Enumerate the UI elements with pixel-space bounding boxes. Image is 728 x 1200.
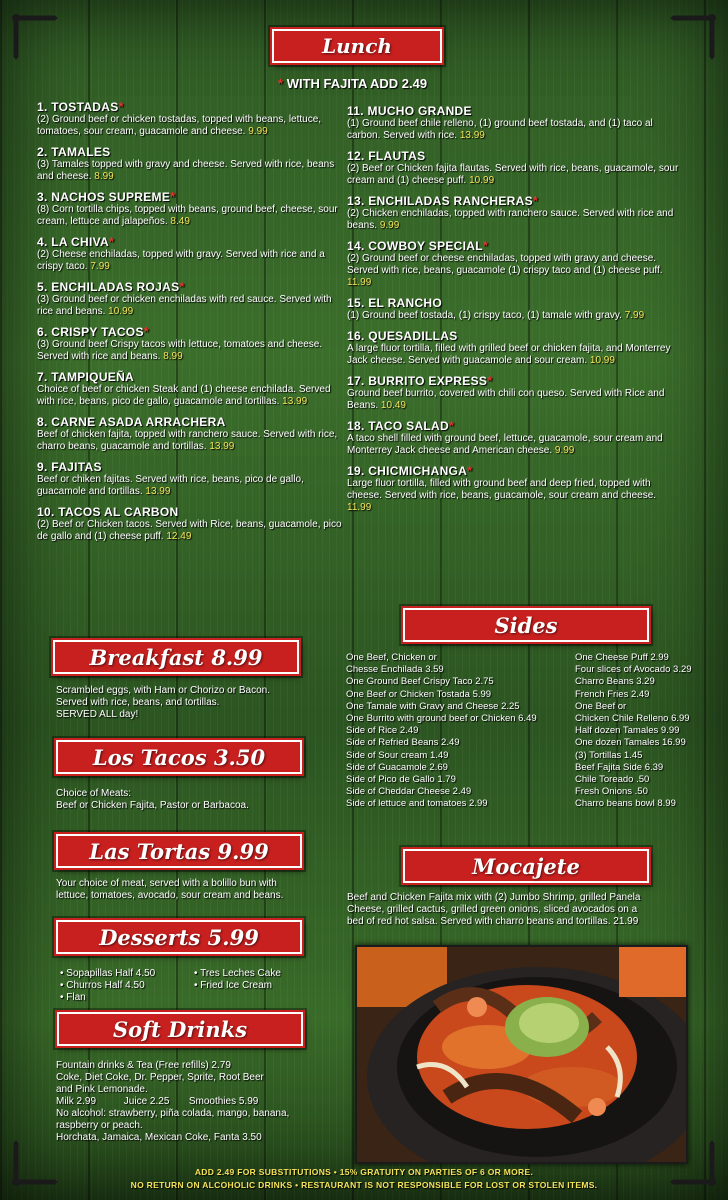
dessert-item: • Churros Half 4.50	[60, 980, 145, 991]
menu-item-name-text: 3. NACHOS SUPREME	[37, 190, 171, 204]
menu-item-description	[347, 388, 682, 412]
menu-item-price: 7.99	[624, 310, 645, 321]
menu-item-price: 10.99	[108, 306, 134, 317]
footer-line-1: ADD 2.49 FOR SUBSTITUTIONS • 15% GRATUITY ON PARTIES OF 6 OR MORE.	[194, 1167, 534, 1177]
menu-item-name	[37, 280, 342, 294]
drinks-line: raspberry or peach.	[56, 1120, 143, 1131]
lunch-banner	[272, 29, 442, 63]
menu-item-name-text: 18. TACO SALAD	[347, 419, 449, 433]
menu-item-name	[347, 296, 682, 310]
side-item: French Fries 2.49	[575, 688, 650, 700]
menu-item-description	[37, 249, 342, 273]
menu-item-name	[37, 190, 342, 204]
menu-item-description-text: A taco shell filled with ground beef, lettuce, guacamole, sour cream and Monterrey Jack cheese and American cheese.	[347, 433, 663, 456]
menu-item-price: 11.99	[347, 502, 372, 513]
star-icon: *	[143, 324, 150, 339]
dessert-item: • Fried Ice Cream	[194, 980, 272, 991]
menu-item-description-text: (8) Corn tortilla chips, topped with beans, ground beef, cheese, sour cream, lettuce and jalapeños.	[37, 204, 338, 227]
menu-item	[37, 370, 342, 408]
menu-item-name	[37, 460, 342, 474]
tortas-banner	[56, 834, 302, 868]
menu-item-price: 9.99	[248, 126, 268, 137]
menu-item-name	[347, 149, 682, 163]
corner-ornament-top-right-icon	[670, 14, 716, 60]
menu-item	[347, 296, 682, 322]
menu-item-price: 8.49	[170, 216, 190, 227]
menu-item-name-text: 1. TOSTADAS	[37, 100, 119, 114]
menu-item-name-text: 2. TAMALES	[37, 145, 111, 159]
molcajete-line: Beef and Chicken Fajita mix with (2) Jumbo Shrimp, grilled Panela	[347, 892, 641, 903]
menu-item-description-text: Ground beef burrito, covered with chili con queso. Served with Rice and Beans.	[347, 388, 665, 411]
side-item: Charro beans bowl 8.99	[575, 798, 676, 810]
footer-line-2: NO RETURN ON ALCOHOLIC DRINKS • RESTAURANT IS NOT RESPONSIBLE FOR LOST OR STOLEN ITEMS.	[130, 1180, 598, 1190]
menu-item-name	[37, 505, 342, 519]
side-item: Four slices of Avocado 3.29	[575, 664, 692, 676]
menu-item-description	[347, 310, 682, 322]
menu-item-name	[37, 235, 342, 249]
menu-item-price: 11.99	[347, 277, 372, 288]
menu-item-name-text: 5. ENCHILADAS ROJAS	[37, 280, 180, 294]
menu-item-name	[347, 464, 682, 478]
sides-title: Sides	[494, 612, 558, 638]
drinks-line: Coke, Diet Coke, Dr. Pepper, Sprite, Root Beer	[56, 1072, 264, 1083]
menu-item-description	[37, 339, 342, 363]
side-item: One Ground Beef Crispy Taco 2.75	[346, 676, 494, 688]
menu-item	[347, 149, 682, 187]
star-icon: *	[467, 463, 473, 478]
side-item: One Burrito with ground beef or Chicken 6.49	[346, 713, 537, 725]
menu-item-price: 12.49	[166, 531, 192, 542]
drinks-line: Fountain drinks & Tea (Free refills) 2.79	[56, 1060, 231, 1071]
menu-item-name-text: 14. COWBOY SPECIAL	[347, 239, 483, 253]
menu-item-price: 7.99	[90, 261, 110, 272]
menu-item-description-text: Large fluor tortilla, filled with ground beef and deep fried, topped with cheese. Served with rice, beans, guacamole, sour cream and cheese.	[347, 478, 657, 501]
menu-item-name-text: 10. TACOS AL CARBON	[37, 505, 179, 519]
menu-item-name-text: 9. FAJITAS	[37, 460, 102, 474]
menu-item-description-text: (1) Ground beef chile relleno, (1) ground beef tostada, and (1) taco al carbon. Served with rice.	[347, 118, 653, 141]
menu-item-name	[37, 325, 342, 339]
tortas-line: Your choice of meat, served with a bolillo bun with	[56, 878, 277, 889]
lunch-title: Lunch	[322, 34, 392, 58]
star-icon: *	[118, 99, 124, 114]
menu-item-description-text: (2) Ground beef or chicken tostadas, topped with beans, lettuce, tomatoes, sour cream, guacamole and cheese.	[37, 114, 322, 137]
menu-item-description-text: (2) Beef or Chicken tacos. Served with Rice, beans, guacamole, pico de gallo and (1) cheese puff.	[37, 519, 342, 542]
menu-item-price: 8.99	[94, 171, 114, 182]
menu-item-price: 9.99	[554, 445, 575, 456]
menu-item	[37, 235, 342, 273]
menu-item-name-text: 8. CARNE ASADA ARRACHERA	[37, 415, 226, 429]
menu-item-name	[347, 374, 682, 388]
menu-item-description	[37, 519, 342, 543]
menu-item	[37, 325, 342, 363]
corner-ornament-top-left-icon	[12, 14, 58, 60]
dessert-item: • Tres Leches Cake	[194, 968, 281, 979]
menu-item-description-text: (3) Tamales topped with gravy and cheese. Served with rice, beans and cheese.	[37, 159, 335, 182]
menu-item-name	[37, 145, 342, 159]
star-icon: *	[449, 418, 455, 433]
side-item: Fresh Onions .50	[575, 786, 648, 798]
menu-item-name	[37, 415, 342, 429]
side-item: Side of Refried Beans 2.49	[346, 737, 460, 749]
menu-item	[37, 505, 342, 543]
menu-item-name-text: 19. CHICMICHANGA	[347, 464, 468, 478]
drinks-title: Soft Drinks	[112, 1016, 248, 1042]
side-item: One dozen Tamales 16.99	[575, 737, 686, 749]
breakfast-line: Scrambled eggs, with Ham or Chorizo or Bacon.	[56, 685, 270, 696]
menu-item-description	[37, 474, 342, 498]
tacos-banner	[56, 740, 302, 774]
menu-item	[347, 374, 682, 412]
menu-item-name	[347, 104, 682, 118]
menu-item-description	[347, 163, 682, 187]
menu-item-price: 13.99	[459, 130, 485, 141]
tortas-title: Las Tortas 9.99	[89, 838, 269, 864]
menu-item-description-text: (3) Ground beef or chicken enchiladas with red sauce. Served with rice and beans.	[37, 294, 332, 317]
menu-item-name	[347, 329, 682, 343]
menu-item-description-text: (1) Ground beef tostada, (1) crispy taco, (1) tamale with gravy.	[347, 310, 622, 321]
menu-item-description-text: Choice of beef or chicken Steak and (1) cheese enchilada. Served with rice, beans, pico de gallo, guacamole and tortillas.	[37, 384, 331, 407]
molcajete-description	[347, 892, 692, 928]
tacos-line: Beef or Chicken Fajita, Pastor or Barbacoa.	[56, 800, 249, 811]
menu-item-description-text: A large fluor tortilla, filled with grilled beef or chicken fajita, and Monterrey Jack cheese. Served with guacamole and sour cream.	[347, 343, 671, 366]
desserts-title: Desserts 5.99	[99, 924, 259, 950]
menu-item-name	[347, 239, 682, 253]
menu-item-price: 13.99	[282, 396, 308, 407]
menu-item-description-text: (2) Beef or Chicken fajita flautas. Served with rice, beans, guacamole, sour cream and (1) cheese puff.	[347, 163, 679, 186]
lunch-right-column	[347, 104, 682, 521]
breakfast-line: SERVED ALL day!	[56, 709, 139, 720]
side-item: Side of Guacamole 2.69	[346, 761, 448, 773]
molcajete-line: Cheese, grilled cactus, grilled green onions, sliced avocados on a	[347, 904, 638, 915]
star-icon: *	[179, 279, 185, 294]
drinks-line: Milk 2.99 Juice 2.25 Smoothies 5.99	[56, 1096, 259, 1107]
side-item: One Beef, Chicken or	[346, 652, 437, 663]
side-item: Beef Fajita Side 6.39	[575, 761, 664, 773]
menu-item-description	[347, 478, 682, 514]
menu-item-name	[347, 419, 682, 433]
molcajete-photo	[355, 945, 688, 1164]
desserts-list-left	[60, 968, 200, 1004]
side-item: Side of Rice 2.49	[346, 725, 419, 737]
star-icon: *	[487, 373, 493, 388]
side-item: Chile Toreado .50	[575, 774, 650, 786]
menu-item-name-text: 16. QUESADILLAS	[347, 329, 458, 343]
side-item: One Tamale with Gravy and Cheese 2.25	[346, 700, 520, 712]
menu-item	[347, 464, 682, 514]
menu-item-price: 13.99	[145, 486, 171, 497]
sides-banner	[403, 608, 649, 642]
desserts-banner	[56, 920, 302, 954]
drinks-line: No alcohol: strawberry, piña colada, mango, banana,	[56, 1108, 290, 1119]
tacos-title: Los Tacos 3.50	[92, 744, 266, 770]
menu-item	[347, 419, 682, 457]
side-item: Side of Cheddar Cheese 2.49	[346, 786, 472, 798]
menu-item-description	[347, 253, 682, 289]
desserts-list-right	[194, 968, 334, 992]
breakfast-banner	[53, 640, 299, 674]
menu-item	[37, 190, 342, 228]
menu-item-price: 8.99	[163, 351, 183, 362]
molcajete-title: Mocajete	[472, 853, 580, 879]
menu-item	[347, 104, 682, 142]
side-item: One Cheese Puff 2.99	[575, 652, 669, 663]
breakfast-line: Served with rice, beans, and tortillas.	[56, 697, 220, 708]
menu-item-description	[37, 159, 342, 183]
menu-item-description-text: (3) Ground beef Crispy tacos with lettuce, tomatoes and cheese. Served with rice and beans.	[37, 339, 323, 362]
menu-item-price: 10.99	[469, 175, 495, 186]
menu-item-price: 10.49	[380, 400, 406, 411]
menu-item-description-text: (2) Cheese enchiladas, topped with gravy. Served with rice and a crispy taco.	[37, 249, 325, 272]
menu-item-price: 9.99	[379, 220, 400, 231]
menu-item-name-text: 12. FLAUTAS	[347, 149, 426, 163]
side-item: Chesse Enchilada 3.59	[346, 664, 444, 676]
menu-item-name	[347, 194, 682, 208]
star-icon: *	[170, 189, 176, 204]
menu-item-description	[37, 204, 342, 228]
menu-item-name-text: 13. ENCHILADAS RANCHERAS	[347, 194, 533, 208]
sides-list-right	[575, 652, 715, 811]
dessert-item: • Sopapillas Half 4.50	[60, 968, 156, 979]
star-icon: *	[278, 76, 284, 91]
lunch-left-column	[37, 100, 342, 550]
menu-item	[37, 415, 342, 453]
menu-item-description	[37, 294, 342, 318]
tortas-line: lettuce, tomatoes, avocado, sour cream and beans.	[56, 890, 284, 901]
breakfast-description	[56, 685, 346, 721]
side-item: Charro Beans 3.29	[575, 676, 655, 688]
menu-item-name-text: 11. MUCHO GRANDE	[347, 104, 472, 118]
menu-item-description	[37, 114, 342, 138]
side-item: One Beef or	[575, 700, 627, 712]
tortas-description	[56, 878, 346, 902]
molcajete-line: bed of red hot salsa. Served with charro beans and tortillas. 21.99	[347, 916, 639, 927]
menu-item-description	[37, 429, 342, 453]
menu-item-name	[37, 370, 342, 384]
menu-item-description-text: (2) Chicken enchiladas, topped with ranchero sauce. Served with rice and beans.	[347, 208, 674, 231]
side-item: Chicken Chile Relleno 6.99	[575, 713, 690, 725]
sides-list-left	[346, 652, 574, 811]
menu-item-description	[37, 384, 342, 408]
fajita-note-text: WITH FAJITA ADD 2.49	[286, 76, 428, 91]
menu-item-description	[347, 343, 682, 367]
side-item: Half dozen Tamales 9.99	[575, 725, 680, 737]
drinks-line: Horchata, Jamaica, Mexican Coke, Fanta 3.50	[56, 1132, 262, 1143]
drinks-line: and Pink Lemonade.	[56, 1084, 148, 1095]
menu-item-name-text: 15. EL RANCHO	[347, 296, 443, 310]
side-item: (3) Tortillas 1.45	[575, 749, 643, 761]
side-item: Side of Pico de Gallo 1.79	[346, 774, 456, 786]
menu-item	[37, 100, 342, 138]
menu-item-description-text: (2) Ground beef or cheese enchiladas, topped with gravy and cheese. Served with rice, beans, guacamole (1) crispy taco and (1) cheese puff.	[347, 253, 663, 276]
star-icon: *	[532, 193, 539, 208]
star-icon: *	[482, 238, 489, 253]
star-icon: *	[108, 234, 115, 249]
fajita-note	[278, 76, 427, 91]
menu-item	[37, 145, 342, 183]
tacos-description	[56, 788, 346, 812]
menu-item-name-text: 6. CRISPY TACOS	[37, 325, 144, 339]
menu-item	[347, 329, 682, 367]
menu-item-description-text: Beef of chicken fajita, topped with ranchero sauce. Served with rice, charro beans, guacamole and tortillas.	[37, 429, 338, 452]
menu-item-price: 13.99	[209, 441, 235, 452]
menu-item	[347, 239, 682, 289]
side-item: Side of lettuce and tomatoes 2.99	[346, 798, 488, 810]
menu-item-price: 10.99	[589, 355, 615, 366]
menu-item-name	[37, 100, 342, 114]
side-item: Side of Sour cream 1.49	[346, 749, 449, 761]
menu-item-description	[347, 208, 682, 232]
menu-item-name-text: 4. LA CHIVA	[37, 235, 109, 249]
tacos-line: Choice of Meats:	[56, 788, 132, 799]
menu-item-name-text: 17. BURRITO EXPRESS	[347, 374, 488, 388]
menu-item	[37, 280, 342, 318]
menu-item-description	[347, 433, 682, 457]
menu-item-description	[347, 118, 682, 142]
menu-item-description-text: Beef or chiken fajitas. Served with rice, beans, pico de gallo, guacamole and tortillas.	[37, 474, 304, 497]
dessert-item: • Flan	[60, 992, 86, 1003]
menu-item-name-text: 7. TAMPIQUEÑA	[37, 370, 135, 384]
drinks-description	[56, 1060, 351, 1144]
menu-item	[37, 460, 342, 498]
menu-item	[347, 194, 682, 232]
breakfast-title: Breakfast 8.99	[89, 644, 263, 670]
drinks-banner	[57, 1012, 303, 1046]
molcajete-banner	[403, 849, 649, 883]
side-item: One Beef or Chicken Tostada 5.99	[346, 688, 492, 700]
